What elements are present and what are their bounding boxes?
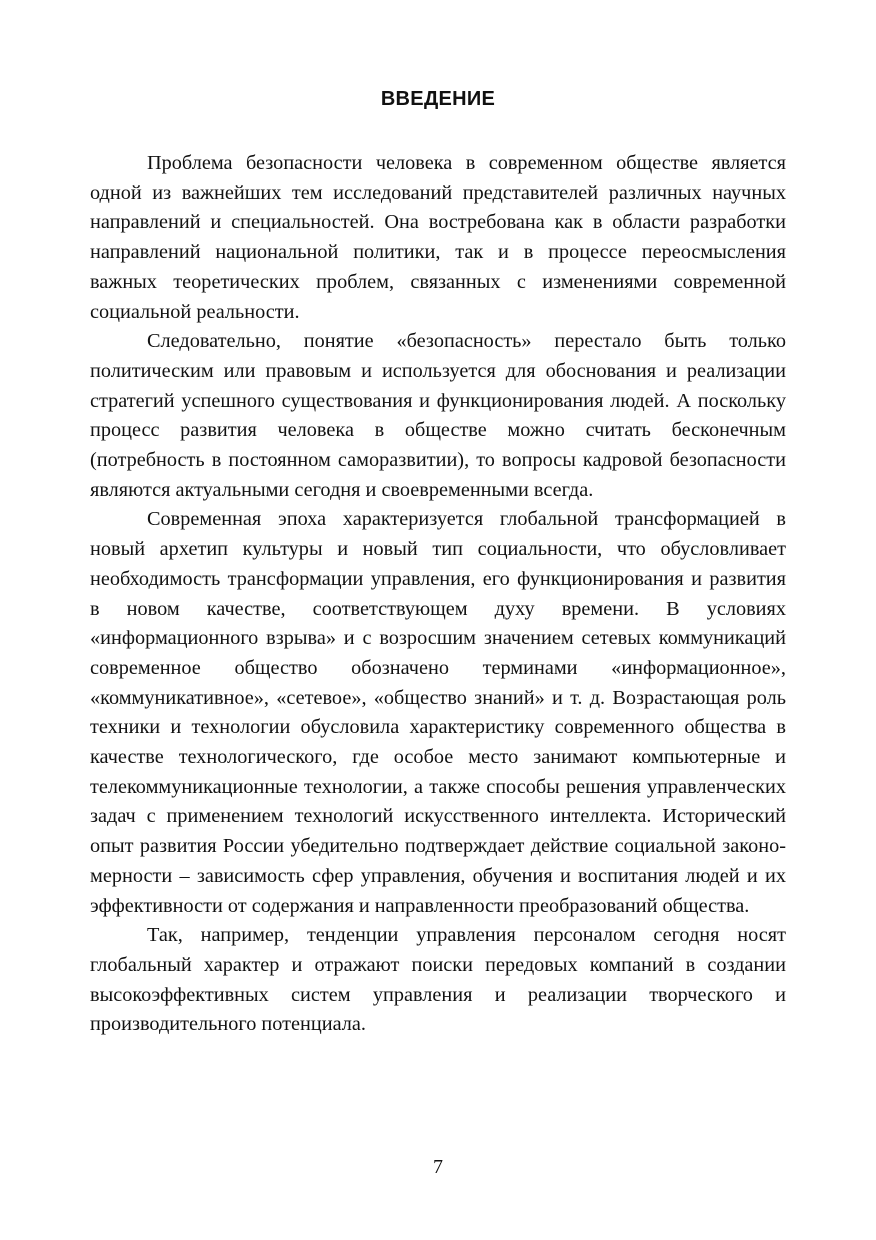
paragraph-2: Следовательно, понятие «безопасность» перестало быть только политическим или правовым и используется для обоснования и реализации стратегий успешного существования и функционирования людей. А поскольку процесс развития человека в обществе можно считать бесконечным (потребность в постоянном саморазвитии), то вопросы кадровой безопасности являются актуальными сегодня и своевременными всегда.	[90, 330, 786, 501]
document-page	[90, 88, 786, 1040]
paragraph-4: Так, например, тенденции управления персоналом сегодня носят глобальный характер и отражают поиски передовых компаний в создании высокоэффективных систем управления и реализации творческого и производительного потенциала.	[90, 924, 786, 1036]
paragraph-3: Современная эпоха характеризуется глобальной трансформацией в новый архетип культуры и новый тип социальности, что обусловливает необходимость трансформации управления, его функционирования и развития в новом качестве, соответствующем духу времени. В условиях «информационного взрыва» и с возросшим значением сетевых коммуникаций современное общество обозначено терминами «информационное», «коммуникативное», «сетевое», «общество знаний» и т. д. Возрастающая роль техники и технологии обусловила характеристику современного общества в качестве технологического, где особое место занимают компьютерные и телекоммуникационные технологии, а также способы решения управленческих задач с применением технологий искусственного интеллекта. Исторический опыт развития России убедительно подтверждает действие социальной закономерности – зависимость сфер управления, обучения и воспитания людей и их эффективности от содержания и направленности преобразований общества.	[90, 508, 786, 917]
page-number: 7	[433, 1156, 443, 1178]
paragraph-1: Проблема безопасности человека в современном обществе является одной из важнейших тем исследований представителей различных научных направлений и специальностей. Она востребована как в области разработки направлений национальной политики, так и в процессе переосмысления важных теоретических проблем, связанных с изменениями современной социальной реальности.	[90, 152, 786, 323]
section-heading: ВВЕДЕНИЕ	[380, 88, 496, 110]
